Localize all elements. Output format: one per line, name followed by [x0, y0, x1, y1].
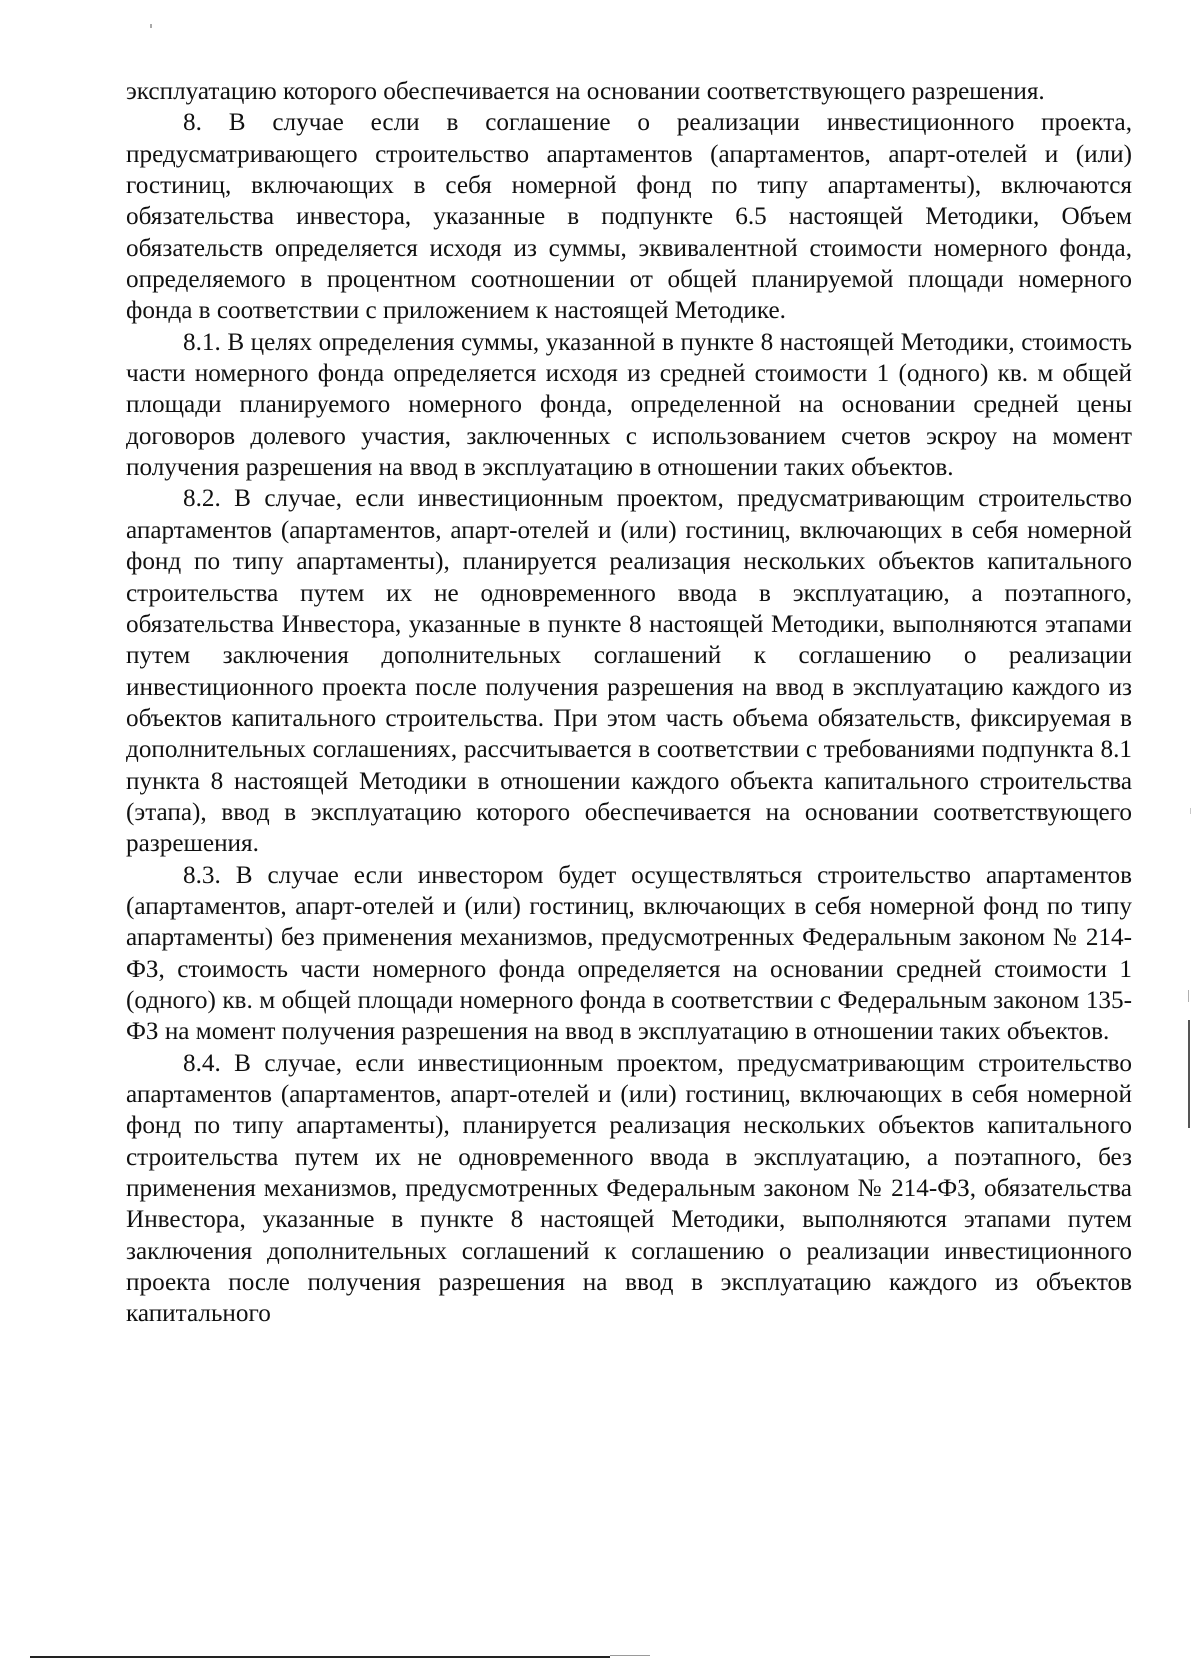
scan-speck [150, 24, 152, 28]
paragraph-8: 8. В случае если в соглашение о реализации инвестиционного проекта, предусматривающего строительство апартаментов (апартаментов, апарт-отелей и (или) гостиниц, включающих в себя номерной фонд по типу апартаменты), включаются обязательства инвестора, указанные в подпункте 6.5 настоящей Методики, Объем обязательств определяется исходя из суммы, эквивалентной стоимости номерного фонда, определяемого в процентном соотношении от общей планируемой площади номерного фонда в соответствии с приложением к настоящей Методике. [126, 109, 1132, 325]
paragraph-8-4: 8.4. В случае, если инвестиционным проектом, предусматривающим строительство апартаментов (апартаментов, апарт-отелей и (или) гостиниц, включающих в себя номерной фонд по типу апартаменты), планируется реализация нескольких объектов капитального строительства путем их не одновременного ввода в эксплуатацию, а поэтапного, без применения механизмов, предусмотренных Федеральным законом № 214-ФЗ, обязательства Инвестора, указанные в пункте 8 настоящей Методики, выполняются этапами путем заключения дополнительных соглашений к соглашению о реализации инвестиционного проекта после получения разрешения на ввод в эксплуатацию каждого из объектов капитального [126, 1049, 1132, 1328]
paragraph-8-2: 8.2. В случае, если инвестиционным проектом, предусматривающим строительство апартаментов (апартаментов, апарт-отелей и (или) гостиниц, включающих в себя номерной фонд по типу апартаменты), планируется реализация нескольких объектов капитального строительства путем их не одновременного ввода в эксплуатацию, а поэтапного, обязательства Инвестора, указанные в пункте 8 настоящей Методики, выполняются этапами путем заключения дополнительных соглашений к соглашению о реализации инвестиционного проекта после получения разрешения на ввод в эксплуатацию каждого из объектов капитального строительства. При этом часть объема обязательств, фиксируемая в дополнительных соглашениях, рассчитывается в соответствии с требованиями подпункта 8.1 пункта 8 настоящей Методики в отношении каждого объекта капитального строительства (этапа), ввод в эксплуатацию которого обеспечивается на основании соответствующего разрешения. [126, 485, 1132, 858]
scan-artifact-line [1188, 1020, 1190, 1128]
paragraph-8-3: 8.3. В случае если инвестором будет осуществляться строительство апартаментов (апартаментов, апарт-отелей и (или) гостиниц, включающих в себя номерной фонд по типу апартаменты) без применения механизмов, предусмотренных Федеральным законом № 214-ФЗ, стоимость части номерного фонда определяется на основании средней стоимости 1 (одного) кв. м общей площади номерного фонда в соответствии с Федеральным законом 135-ФЗ на момент получения разрешения на ввод в эксплуатацию в отношении таких объектов. [126, 861, 1132, 1046]
scan-artifact-mark [1188, 990, 1189, 1002]
page-bottom-rule [30, 1656, 610, 1658]
document-body [126, 76, 1132, 1330]
paragraph-continuation: эксплуатацию которого обеспечивается на основании соответствующего разрешения. [126, 78, 1045, 105]
scan-artifact-mark [1190, 808, 1191, 814]
page-bottom-rule-fade [610, 1655, 650, 1656]
paragraph-8-1: 8.1. В целях определения суммы, указанной в пункте 8 настоящей Методики, стоимость части номерного фонда определяется исходя из средней стоимости 1 (одного) кв. м общей площади планируемого номерного фонда, определенной на основании средней цены договоров долевого участия, заключенных с использованием счетов эскроу на момент получения разрешения на ввод в эксплуатацию в отношении таких объектов. [126, 328, 1132, 482]
